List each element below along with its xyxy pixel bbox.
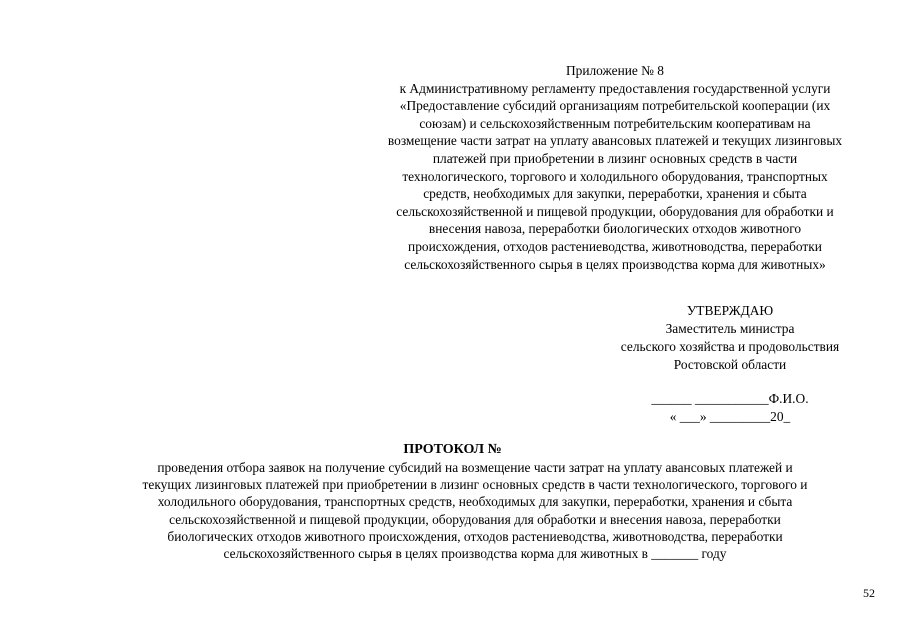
- approver-position: Ростовской области: [673, 357, 787, 372]
- approval-block: [590, 302, 870, 426]
- appendix-line: технологического, торгового и холодильного оборудования, транспортных: [402, 168, 828, 184]
- appendix-line: «Предоставление субсидий организациям потребительской кооперации (их: [399, 98, 831, 114]
- protocol-line: текущих лизинговых платежей при приобретении в лизинг основных средств в части технологического, торгового и: [142, 477, 808, 493]
- protocol-description: [90, 459, 860, 562]
- appendix-line: союзам) и сельскохозяйственным потребительским кооперативам на: [419, 115, 811, 131]
- appendix-line: внесения навоза, переработки биологических отходов животного: [428, 221, 802, 237]
- appendix-header: [350, 62, 880, 273]
- protocol-line: холодильного оборудования, транспортных средств, необходимых для закупки, переработки, хранения и сбыта: [157, 494, 793, 510]
- protocol-title: ПРОТОКОЛ №: [403, 442, 502, 457]
- approver-position: сельского хозяйства и продовольствия: [620, 339, 840, 354]
- protocol-line: сельскохозяйственной и пищевой продукции, оборудования для обработки и внесения навоза, переработки: [169, 511, 781, 527]
- appendix-line: происхождения, отходов растениеводства, животноводства, переработки: [408, 238, 822, 254]
- protocol-line: биологических отходов животного происхождения, отходов растениеводства, животноводства, переработки: [167, 528, 783, 544]
- appendix-line: платежей при приобретении в лизинг основных средств в части: [432, 150, 798, 166]
- protocol-line: проведения отбора заявок на получение субсидий на возмещение части затрат на уплату авансовых платежей и: [157, 460, 793, 475]
- protocol-line: сельскохозяйственного сырья в целях производства корма для животных в _______ году: [223, 546, 727, 562]
- appendix-line: сельскохозяйственного сырья в целях производства корма для животных»: [404, 256, 826, 272]
- appendix-line: сельскохозяйственной и пищевой продукции, оборудования для обработки и: [396, 203, 834, 219]
- appendix-title: Приложение № 8: [565, 63, 665, 78]
- spacer: [590, 374, 870, 390]
- signature-line: ______ ___________Ф.И.О.: [651, 391, 809, 406]
- appendix-line: средств, необходимых для закупки, переработки, хранения и сбыта: [423, 186, 807, 202]
- appendix-line: возмещение части затрат на уплату авансовых платежей и текущих лизинговых: [387, 133, 843, 149]
- approval-heading: УТВЕРЖДАЮ: [686, 303, 774, 318]
- date-line: « ___» _________20_: [669, 409, 791, 424]
- appendix-line: к Административному регламенту предоставления государственной услуги: [399, 80, 831, 96]
- approver-position: Заместитель министра: [665, 321, 795, 336]
- page-number: 52: [863, 586, 875, 600]
